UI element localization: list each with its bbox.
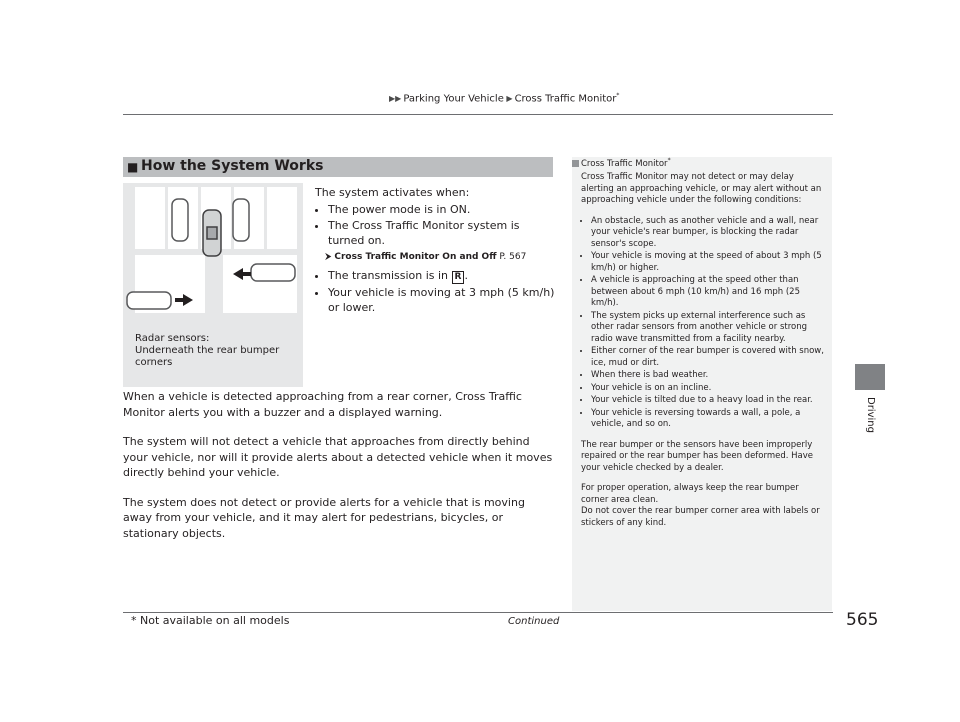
list-item: • When there is bad weather. — [591, 370, 827, 382]
paragraph: The system will not detect a vehicle that approaches from directly behind your vehicle, nor will it provide alerts about a detected vehicle when it moves directly behind your vehicle. — [123, 435, 553, 479]
list-item: • Your vehicle is moving at the speed of about 3 mph (5 km/h) or higher. — [591, 251, 827, 274]
gear-indicator: R — [452, 271, 465, 284]
note-body — [581, 172, 827, 538]
conditions-list — [315, 202, 555, 248]
paragraph: The system does not detect or provide alerts for a vehicle that is moving away from your vehicle, and it may alert for pedestrians, bicycles, or stationary objects. — [123, 495, 525, 540]
breadcrumb — [389, 92, 619, 104]
activation-conditions — [315, 185, 555, 316]
list-item: • Your vehicle is moving at 3 mph (5 km/h) or lower. — [328, 285, 555, 315]
figure-caption: Radar sensors: Underneath the rear bumper corners — [135, 333, 280, 368]
note-paragraph: For proper operation, always keep the rear bumper corner area clean. Do not cover the rear bumper corner area with labels or stickers of any kind. — [581, 483, 820, 528]
header-divider — [123, 114, 833, 115]
footer-divider — [123, 612, 833, 613]
note-list — [581, 216, 827, 431]
list-item: • The power mode is in ON. — [328, 202, 555, 217]
paragraph: When a vehicle is detected approaching from a rear corner, Cross Traffic Monitor alerts you with a buzzer and a displayed warning. — [123, 390, 522, 419]
cross-reference-link[interactable]: ⮞ Cross Traffic Monitor On and Off P. 567 — [325, 252, 527, 262]
conditions-lead: The system activates when: — [315, 186, 470, 199]
list-item: • The system picks up external interference such as other radar sensors from another vehicle or strong radio wave transmitted from a facility nearby. — [591, 311, 827, 346]
list-item: • The transmission is in R . — [328, 268, 555, 284]
breadcrumb-parent[interactable]: Parking Your Vehicle — [403, 93, 504, 105]
double-arrow-icon: ⮞ — [325, 252, 335, 262]
note-intro: Cross Traffic Monitor may not detect or may delay alerting an approaching vehicle, or may alert without an approaching vehicle under the following conditions: — [581, 172, 822, 205]
section-title: How the System Works — [141, 158, 324, 174]
triangle-right-icon: ▶ — [503, 94, 513, 104]
conditions-list — [315, 268, 555, 315]
note-title: Cross Traffic Monitor* — [572, 157, 671, 169]
list-item: • Your vehicle is tilted due to a heavy load in the rear. — [591, 395, 827, 407]
footnote-marker: * — [616, 92, 620, 99]
own-vehicle-icon — [203, 210, 221, 256]
chapter-tab-label: Driving — [865, 397, 876, 433]
breadcrumb-current: Cross Traffic Monitor — [514, 93, 617, 105]
body-text — [123, 389, 553, 555]
list-item: • An obstacle, such as another vehicle and a wall, near your vehicle's rear bumper, is blocking the radar sensor's scope. — [591, 216, 827, 251]
footnote: * Not available on all models — [131, 614, 290, 627]
triangle-right-icon: ▶▶ — [389, 94, 402, 104]
list-item: • Either corner of the rear bumper is covered with snow, ice, mud or dirt. — [591, 346, 827, 369]
chapter-tab[interactable] — [855, 364, 885, 390]
list-item: • Your vehicle is reversing towards a wall, a pole, a vehicle, and so on. — [591, 408, 827, 431]
note-marker-icon — [572, 160, 579, 167]
page-number: 565 — [846, 610, 879, 630]
note-paragraph: The rear bumper or the sensors have been improperly repaired or the rear bumper has been deformed. Have your vehicle checked by a dealer. — [581, 439, 814, 473]
list-item: • The Cross Traffic Monitor system is turned on. — [328, 218, 555, 248]
list-item: • A vehicle is approaching at the speed other than between about 6 mph (10 km/h) and 16 mph (25 km/h). — [591, 275, 827, 310]
list-item: • Your vehicle is on an incline. — [591, 383, 827, 395]
continued-label: Continued — [508, 616, 560, 627]
section-heading — [123, 157, 553, 177]
square-bullet-icon: ■ — [127, 160, 139, 174]
